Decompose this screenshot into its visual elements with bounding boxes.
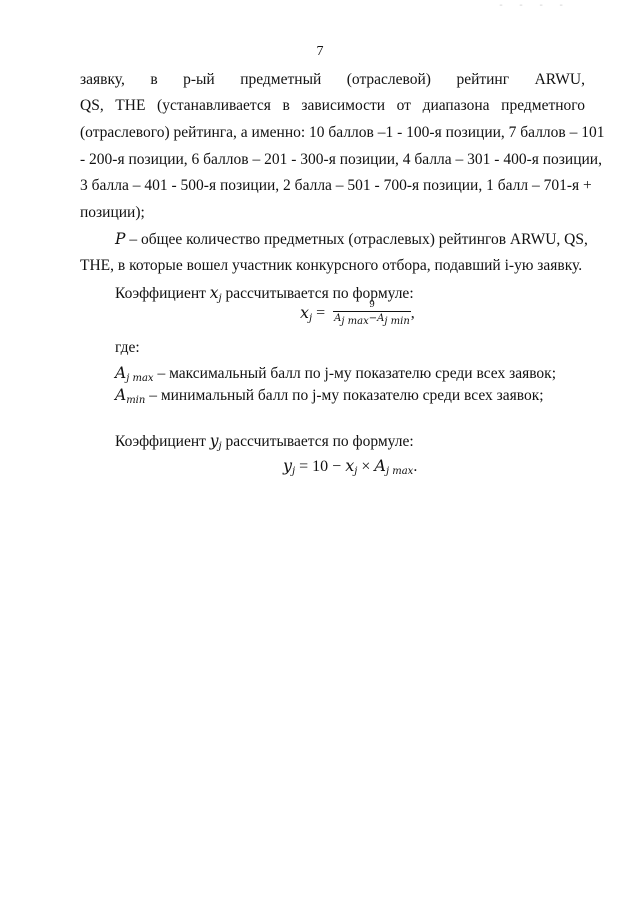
variable-a-max: $A_{j max}$	[115, 364, 154, 384]
denominator: Aj max−Aj min	[334, 313, 410, 327]
paragraph2-line1	[115, 229, 588, 250]
intro-text-rest: рассчитывается по формуле:	[225, 433, 414, 450]
formula-mid: = 10 −	[299, 458, 342, 475]
page-number: 7	[316, 44, 324, 59]
word: р-ый	[183, 71, 215, 88]
word: рейтинг	[456, 71, 510, 88]
paragraph1-line2	[80, 96, 585, 116]
paragraph1-line3: (отраслевого) рейтинга, а именно: 10 баллов –1 - 100-я позиции, 7 баллов – 101	[80, 124, 605, 141]
numerator: 9	[369, 300, 375, 310]
variable-p: P	[115, 230, 126, 248]
paragraph2-text: – общее количество предметных (отраслевых) рейтингов ARWU, QS,	[129, 231, 588, 248]
word: в	[282, 97, 290, 114]
where-item-amin	[115, 385, 544, 411]
word: в	[150, 71, 158, 88]
times-sign: ×	[361, 458, 371, 475]
paragraph1-line1	[80, 70, 585, 90]
fraction	[333, 300, 411, 328]
equals-sign: =	[316, 304, 326, 322]
formula-comma: ,	[410, 304, 415, 322]
where-item-text: – минимальный балл по j-му показателю среди всех заявок;	[149, 387, 544, 404]
formula-period: .	[413, 458, 418, 475]
intro-text: Коэффициент	[115, 285, 206, 302]
formula-lhs: $y_j$	[283, 456, 296, 477]
variable-x: $x_j$	[209, 284, 222, 304]
word: предметный	[240, 71, 322, 88]
word: (устанавливается	[157, 97, 271, 114]
formula-x	[300, 300, 415, 328]
word: диапазона	[422, 97, 490, 114]
word: зависимости	[301, 97, 386, 114]
where-label: где:	[115, 339, 140, 356]
paragraph1-line6: позиции);	[80, 204, 145, 221]
variable-y: $y_j$	[209, 432, 222, 452]
word: ARWU,	[534, 71, 585, 88]
paragraph1-line4: - 200-я позиции, 6 баллов – 201 - 300-я позиции, 4 балла – 301 - 400-я позиции,	[80, 151, 602, 168]
formula-x-term: $x_j$	[345, 456, 358, 477]
corner-mark: - - - -	[498, 0, 569, 11]
paragraph2-line2: THE, в которые вошел участник конкурсного отбора, подавший i-ую заявку.	[80, 257, 583, 274]
intro-text-rest: рассчитывается по формуле:	[225, 285, 414, 302]
where-item-text: – максимальный балл по j-му показателю среди всех заявок;	[157, 365, 557, 382]
word: QS,	[80, 97, 104, 114]
word: предметного	[501, 97, 585, 114]
variable-a-min: $A_{min}$	[115, 386, 146, 406]
coef-y-intro	[115, 431, 414, 457]
formula-lhs: $x_j$	[300, 302, 313, 324]
word: заявку,	[80, 71, 125, 88]
word: от	[396, 97, 411, 114]
intro-text: Коэффициент	[115, 433, 206, 450]
paragraph1-line5: 3 балла – 401 - 500-я позиции, 2 балла – 501 - 700-я позиции, 1 балл – 701-я +	[80, 177, 592, 194]
word: (отраслевой)	[346, 71, 431, 88]
formula-a-term: $A_{j max}$	[374, 456, 414, 477]
word: THE	[115, 97, 146, 114]
formula-y	[283, 456, 417, 477]
